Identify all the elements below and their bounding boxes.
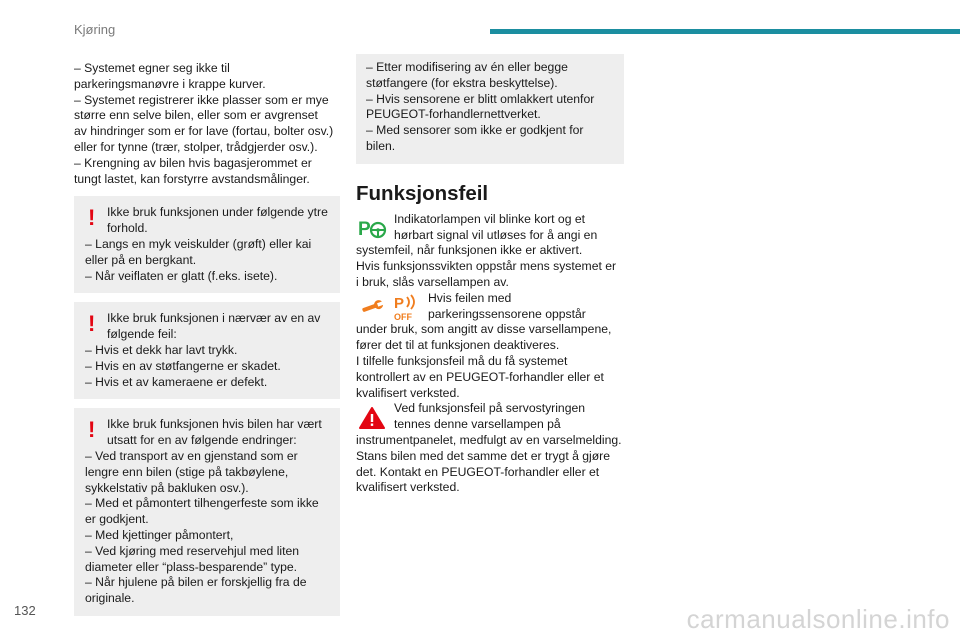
section-heading: Funksjonsfeil xyxy=(356,181,489,205)
parking-steering-indicator-icon xyxy=(356,214,387,243)
text-line: kontrollert av en PEUGEOT-forhandler eller et xyxy=(356,369,604,384)
text-line: kvalifisert verksted. xyxy=(356,480,460,495)
text-line: – Når hjulene på bilen er forskjellig fra de xyxy=(85,575,307,590)
exclamation-warning-icon: ! xyxy=(88,417,96,443)
text-line: hørbart signal vil utløses for å angi en xyxy=(394,227,598,242)
right-column xyxy=(356,54,624,496)
red-warning-triangle-icon xyxy=(356,403,387,432)
header-title: Kjøring xyxy=(74,22,116,37)
text-line: – Hvis sensorene er blitt omlakkert utenfor xyxy=(366,91,595,106)
text-line: – Med sensorer som ikke er godkjent for xyxy=(366,123,584,138)
text-line: lengre enn bilen (stige på takbøylene, xyxy=(85,464,289,479)
warning-box xyxy=(74,302,340,399)
text-line: – Systemet egner seg ikke til xyxy=(74,61,230,75)
text-line: kvalifisert verksted. xyxy=(356,385,460,400)
text-line: eller på en bergkant. xyxy=(85,252,197,267)
text-line: – Hvis et dekk har lavt trykk. xyxy=(85,342,238,357)
watermark: carmanualsonline.info xyxy=(686,604,950,634)
text-line: eller for tynne (trær, stolper, trådgjerder osv.). xyxy=(74,139,318,154)
text-line: diameter eller “plass-besparende” type. xyxy=(85,559,298,574)
text-line: av hindringer som er for lave (fortau, bolter osv.) xyxy=(74,124,334,139)
text-line: PEUGEOT-forhandlernettverket. xyxy=(366,107,541,122)
off-label: OFF xyxy=(393,311,412,322)
text-line: – Etter modifisering av én eller begge xyxy=(366,60,568,74)
text-line: I tilfelle funksjonsfeil må du få systemet xyxy=(356,353,568,368)
text-line: bilen. xyxy=(366,138,396,153)
warning-box xyxy=(74,196,340,293)
warning-intro: Ikke bruk funksjonen i nærvær av en av xyxy=(107,311,321,326)
text-line: under bruk, som angitt av disse varsellampene, xyxy=(356,322,612,337)
text-line: – Langs en myk veiskulder (grøft) eller kai xyxy=(85,236,312,251)
text-line: systemfeil, når funksjonen ikke er aktivert. xyxy=(356,243,583,258)
text-line: sykkelstativ på bakluken osv.). xyxy=(85,480,249,495)
text-line: Hvis feilen med xyxy=(428,290,512,305)
malfunction-paragraph-2 xyxy=(356,291,624,402)
text-line: parkeringsmanøvre i krappe kurver. xyxy=(74,76,266,91)
text-line: – Ved kjøring med reservehjul med liten xyxy=(85,543,300,558)
text-line: originale. xyxy=(85,591,135,606)
warning-intro: Ikke bruk funksjonen under følgende ytre xyxy=(107,205,328,220)
text-line: i bruk, slås varsellampen av. xyxy=(356,274,509,289)
text-line: er godkjent. xyxy=(85,512,149,527)
continued-warning-box xyxy=(356,54,624,164)
warning-intro: forhold. xyxy=(107,221,148,236)
warning-intro: Ikke bruk funksjonen hvis bilen har vært xyxy=(107,417,322,432)
text-line: – Systemet registrerer ikke plasser som er mye xyxy=(74,92,329,107)
text-line: fører det til at funksjonen deaktiveres. xyxy=(356,338,560,353)
malfunction-paragraph-1 xyxy=(356,212,624,291)
text-line: tennes denne varsellampen på xyxy=(394,417,561,432)
warning-intro: utsatt for en av følgende endringer: xyxy=(107,433,297,448)
park-letter: P xyxy=(357,219,371,241)
exclamation-warning-icon: ! xyxy=(88,311,96,337)
text-line: tungt lastet, kan forstyrre avstandsmålinger. xyxy=(74,171,310,186)
malfunction-paragraph-3 xyxy=(356,401,624,496)
text-line: Ved funksjonsfeil på servostyringen xyxy=(394,401,586,416)
text-line: – Når veiflaten er glatt (f.eks. isete). xyxy=(85,268,278,283)
text-line: – Ved transport av en gjenstand som er xyxy=(85,448,298,463)
text-line: – Med kjettinger påmontert, xyxy=(85,527,234,542)
text-line: – Hvis en av støtfangerne er skadet. xyxy=(85,358,281,373)
text-line: – Med et påmontert tilhengerfeste som ikke xyxy=(85,496,319,511)
text-line: det. Kontakt en PEUGEOT-forhandler eller et xyxy=(356,464,600,479)
left-column xyxy=(74,61,340,616)
intro-text xyxy=(74,61,340,187)
page-number: 132 xyxy=(14,603,36,618)
text-line: parkeringssensorene oppstår xyxy=(428,306,586,321)
text-line: – Hvis et av kameraene er defekt. xyxy=(85,374,268,389)
header-accent-bar xyxy=(490,29,960,34)
text-line: større enn selve bilen, eller som er avgrenset xyxy=(74,108,318,123)
park-sensors-off-icon xyxy=(390,293,421,322)
park-letter: P xyxy=(393,294,404,312)
warning-box xyxy=(74,408,340,616)
wrench-warning-icon xyxy=(356,293,387,322)
text-line: Indikatorlampen vil blinke kort og et xyxy=(394,211,586,226)
exclamation-warning-icon: ! xyxy=(88,205,96,231)
text-line: instrumentpanelet, medfulgt av en varselmelding. xyxy=(356,432,622,447)
text-line: Hvis funksjonssvikten oppstår mens systemet er xyxy=(356,259,617,274)
text-line: – Krengning av bilen hvis bagasjerommet er xyxy=(74,155,312,170)
text-line: støtfangere (for ekstra beskyttelse). xyxy=(366,75,558,90)
text-line: Stans bilen med det samme det er trygt å gjøre xyxy=(356,448,611,463)
warning-intro: følgende feil: xyxy=(107,327,177,342)
